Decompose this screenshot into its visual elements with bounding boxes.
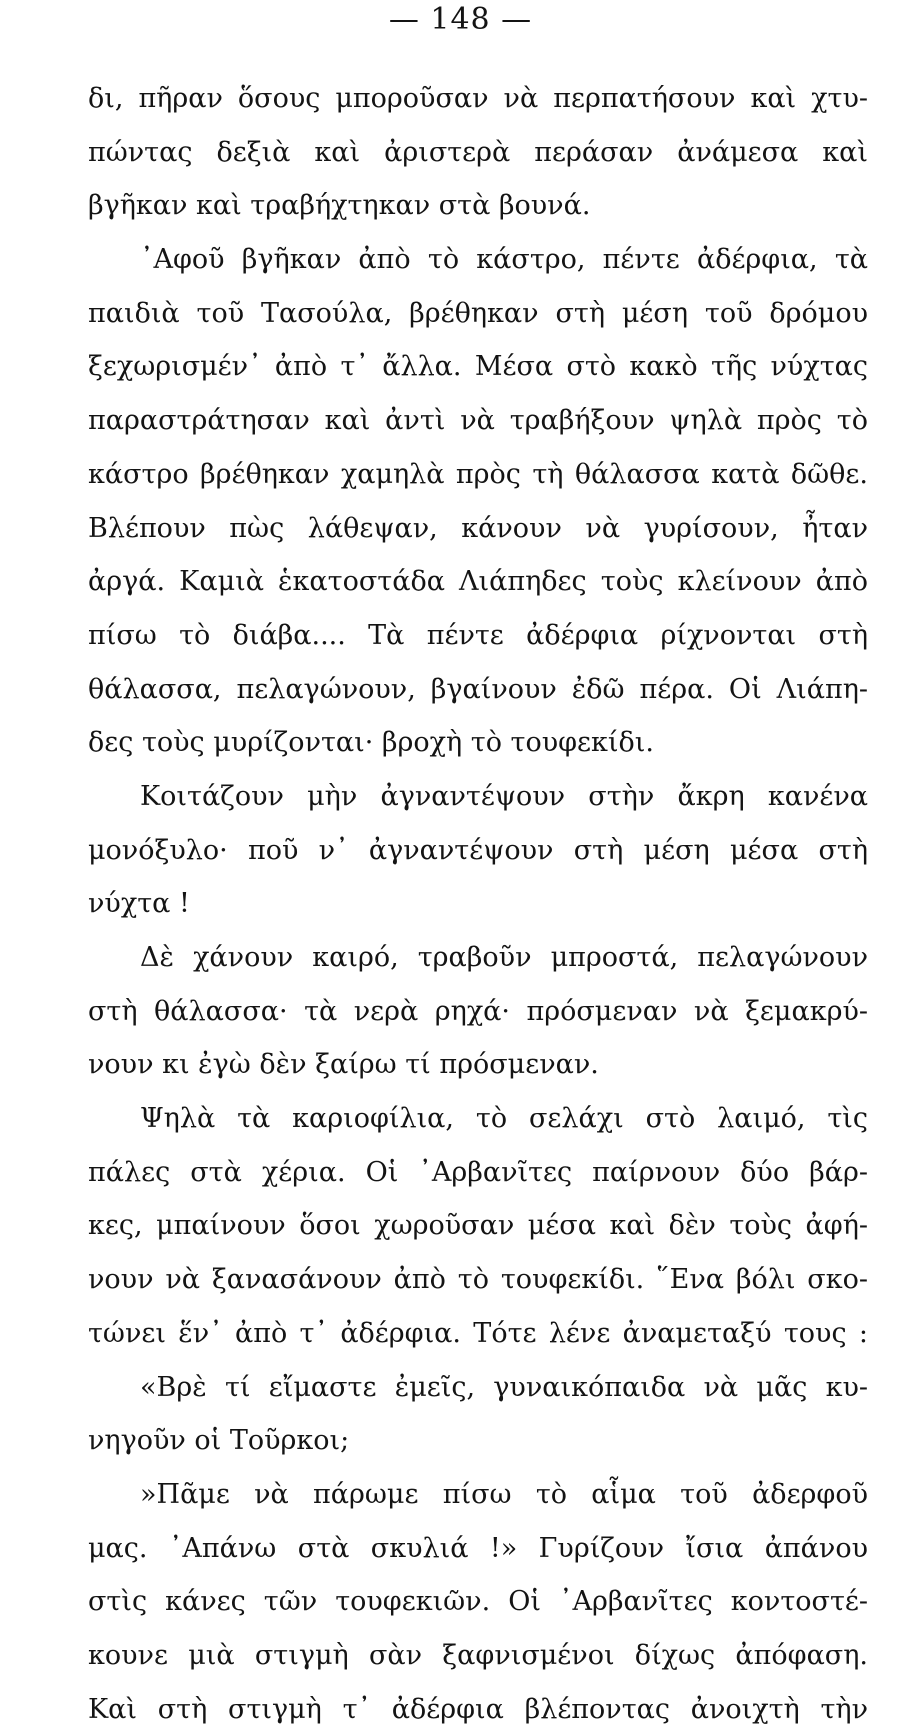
text-line: ἀργά. Καμιὰ ἑκατοστάδα Λιάπηδες τοὺς κλείνουν ἀπὸ (88, 566, 868, 598)
text-line: πώντας δεξιὰ καὶ ἀριστερὰ περάσαν ἀνάμεσα καὶ (88, 136, 868, 168)
text-line: πάλες στὰ χέρια. Οἱ ᾿Αρβανῖτες παίρνουν δύο βάρ- (88, 1156, 868, 1188)
text-line: παιδιὰ τοῦ Τασούλα, βρέθηκαν στὴ μέση τοῦ δρόμου (88, 297, 868, 329)
text-line: δες τοὺς μυρίζονται· βροχὴ τὸ τουφεκίδι. (88, 727, 654, 759)
text-line: νηγοῦν οἱ Τοῦρκοι; (88, 1425, 350, 1457)
page-number: — 148 — (388, 2, 533, 37)
text-line: κάστρο βρέθηκαν χαμηλὰ πρὸς τὴ θάλασσα κατὰ δῶθε. (88, 458, 868, 490)
text-line: ξεχωρισμέν᾿ ἀπὸ τ᾿ ἄλλα. Μέσα στὸ κακὸ τῆς νύχτας (88, 351, 868, 383)
text-line: ᾿Αφοῦ βγῆκαν ἀπὸ τὸ κάστρο, πέντε ἀδέρφια, τὰ (140, 244, 868, 276)
text-line: «Βρὲ τί εἴμαστε ἐμεῖς, γυναικόπαιδα νὰ μᾶς κυ- (140, 1371, 868, 1403)
body-text (88, 72, 868, 1736)
text-line: παραστράτησαν καὶ ἀντὶ νὰ τραβήξουν ψηλὰ πρὸς τὸ (88, 405, 868, 437)
text-line: νύχτα ! (88, 888, 190, 920)
text-line: νουν νὰ ξανασάνουν ἀπὸ τὸ τουφεκίδι. ῞Ενα βόλι σκο- (88, 1264, 868, 1296)
text-line: »Πᾶμε νὰ πάρωμε πίσω τὸ αἷμα τοῦ ἀδερφοῦ (140, 1478, 868, 1510)
text-line: στὶς κάνες τῶν τουφεκιῶν. Οἱ ᾿Αρβανῖτες κοντοστέ- (88, 1586, 868, 1618)
text-line: Καὶ στὴ στιγμὴ τ᾿ ἀδέρφια βλέποντας ἀνοιχτὴ τὴν (88, 1693, 868, 1725)
text-line: θάλασσα, πελαγώνουν, βγαίνουν ἐδῶ πέρα. Οἱ Λιάπη- (88, 673, 868, 705)
text-line: Κοιτάζουν μὴν ἀγναντέψουν στὴν ἄκρη κανένα (140, 780, 868, 812)
text-line: πίσω τὸ διάβα.... Τὰ πέντε ἀδέρφια ρίχνονται στὴ (88, 619, 868, 651)
text-line: μας. ᾿Απάνω στὰ σκυλιά !» Γυρίζουν ἴσια ἀπάνου (88, 1532, 868, 1564)
text-line: κες, μπαίνουν ὅσοι χωροῦσαν μέσα καὶ δὲν τοὺς ἀφή- (88, 1210, 868, 1242)
text-line: Ψηλὰ τὰ καριοφίλια, τὸ σελάχι στὸ λαιμό, τὶς (140, 1103, 868, 1135)
text-line: τώνει ἕν᾿ ἀπὸ τ᾿ ἀδέρφια. Τότε λένε ἀναμεταξύ τους : (88, 1317, 868, 1349)
text-line: στὴ θάλασσα· τὰ νερὰ ρηχά· πρόσμεναν νὰ ξεμακρύ- (88, 995, 868, 1027)
text-line: βγῆκαν καὶ τραβήχτηκαν στὰ βουνά. (88, 190, 591, 222)
text-line: νουν κι ἐγὼ δὲν ξαίρω τί πρόσμεναν. (88, 1049, 599, 1081)
text-line: κουνε μιὰ στιγμὴ σὰν ξαφνισμένοι δίχως ἀπόφαση. (88, 1639, 868, 1671)
text-line: δι, πῆραν ὅσους μποροῦσαν νὰ περπατήσουν καὶ χτυ- (88, 83, 868, 114)
text-line: Βλέπουν πὼς λάθεψαν, κάνουν νὰ γυρίσουν, ἦταν (88, 512, 868, 544)
text-line: Δὲ χάνουν καιρό, τραβοῦν μπροστά, πελαγώνουν (140, 942, 868, 973)
text-line: μονόξυλο· ποῦ ν᾿ ἀγναντέψουν στὴ μέση μέσα στὴ (88, 834, 868, 866)
